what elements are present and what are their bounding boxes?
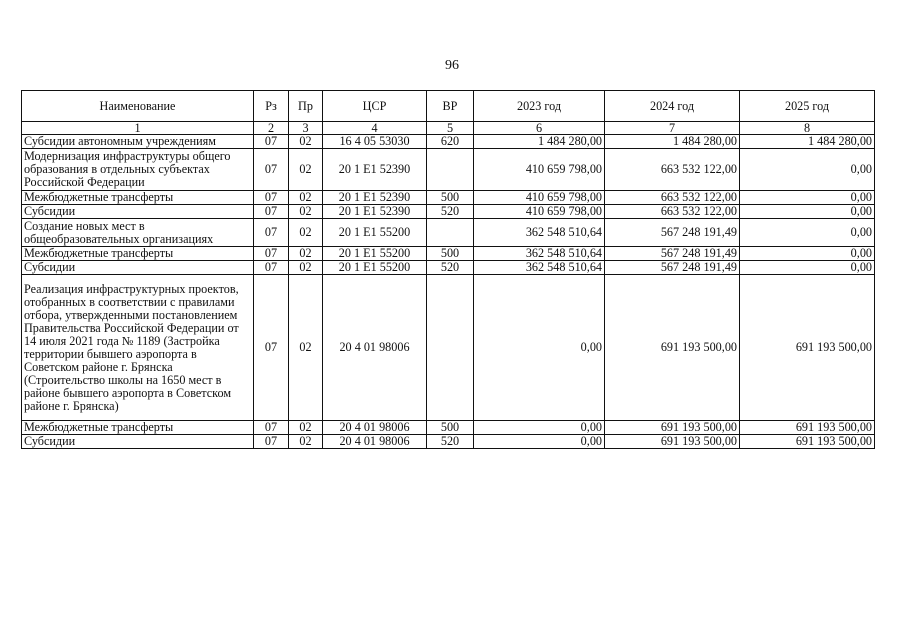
row-2024: 567 248 191,49	[605, 247, 740, 261]
row-name: Модернизация инфраструктуры общего образования в отдельных субъектах Российской Федерации	[22, 149, 254, 191]
col-number: 1	[22, 122, 254, 135]
col-header-rz: Рз	[254, 91, 289, 122]
col-header-vr: ВР	[427, 91, 474, 122]
row-pr: 02	[289, 247, 323, 261]
row-2024: 691 193 500,00	[605, 421, 740, 435]
row-csr: 20 1 E1 52390	[323, 205, 427, 219]
row-name: Межбюджетные трансферты	[22, 191, 254, 205]
row-name: Реализация инфраструктурных проектов, отобранных в соответствии с правилами отбора, утвержденными постановлением Правительства Российской Федерации от 14 июля 2021 года № 1189 (Застройка территории бывшего аэропорта в Советском районе г. Брянска (Строительство школы на 1650 мест в районе бывшего аэропорта в Советском районе г. Брянска)	[22, 275, 254, 421]
row-2025: 691 193 500,00	[740, 421, 875, 435]
row-2024: 567 248 191,49	[605, 219, 740, 247]
row-2025: 691 193 500,00	[740, 275, 875, 421]
table-header	[22, 91, 875, 135]
row-csr: 20 4 01 98006	[323, 275, 427, 421]
col-header-name: Наименование	[22, 91, 254, 122]
row-2025: 0,00	[740, 247, 875, 261]
row-pr: 02	[289, 219, 323, 247]
row-rz: 07	[254, 435, 289, 449]
row-csr: 20 1 E1 55200	[323, 219, 427, 247]
row-vr: 520	[427, 205, 474, 219]
row-vr: 620	[427, 135, 474, 149]
row-rz: 07	[254, 149, 289, 191]
row-2023: 0,00	[474, 275, 605, 421]
row-csr: 20 1 E1 52390	[323, 191, 427, 205]
row-2023: 410 659 798,00	[474, 191, 605, 205]
col-header-csr: ЦСР	[323, 91, 427, 122]
row-csr: 16 4 05 53030	[323, 135, 427, 149]
page-number: 96	[445, 58, 459, 73]
col-number: 2	[254, 122, 289, 135]
row-2023: 410 659 798,00	[474, 149, 605, 191]
col-header-2023: 2023 год	[474, 91, 605, 122]
table-row	[22, 149, 875, 191]
row-vr: 500	[427, 421, 474, 435]
col-number: 3	[289, 122, 323, 135]
row-csr: 20 4 01 98006	[323, 435, 427, 449]
row-name: Межбюджетные трансферты	[22, 421, 254, 435]
row-csr: 20 1 E1 55200	[323, 261, 427, 275]
row-vr: 500	[427, 191, 474, 205]
row-csr: 20 1 E1 55200	[323, 247, 427, 261]
row-name: Создание новых мест в общеобразовательных организациях	[22, 219, 254, 247]
col-header-pr: Пр	[289, 91, 323, 122]
row-pr: 02	[289, 435, 323, 449]
row-2024: 663 532 122,00	[605, 205, 740, 219]
row-pr: 02	[289, 261, 323, 275]
table-row	[22, 219, 875, 247]
row-2024: 1 484 280,00	[605, 135, 740, 149]
row-2024: 663 532 122,00	[605, 191, 740, 205]
table-row	[22, 421, 875, 435]
table-row	[22, 135, 875, 149]
row-2023: 0,00	[474, 421, 605, 435]
row-2024: 567 248 191,49	[605, 261, 740, 275]
col-header-2024: 2024 год	[605, 91, 740, 122]
row-rz: 07	[254, 247, 289, 261]
row-pr: 02	[289, 421, 323, 435]
row-2025: 0,00	[740, 149, 875, 191]
row-2023: 362 548 510,64	[474, 247, 605, 261]
row-2024: 663 532 122,00	[605, 149, 740, 191]
row-2024: 691 193 500,00	[605, 275, 740, 421]
row-vr: 500	[427, 247, 474, 261]
column-number-row	[22, 122, 875, 135]
row-2023: 362 548 510,64	[474, 219, 605, 247]
row-2025: 1 484 280,00	[740, 135, 875, 149]
row-rz: 07	[254, 135, 289, 149]
row-rz: 07	[254, 261, 289, 275]
row-csr: 20 4 01 98006	[323, 421, 427, 435]
row-2025: 0,00	[740, 261, 875, 275]
header-row	[22, 91, 875, 122]
row-2025: 691 193 500,00	[740, 435, 875, 449]
col-number: 5	[427, 122, 474, 135]
row-pr: 02	[289, 191, 323, 205]
row-pr: 02	[289, 205, 323, 219]
row-name: Субсидии автономным учреждениям	[22, 135, 254, 149]
col-header-2025: 2025 год	[740, 91, 875, 122]
table-body	[22, 135, 875, 449]
row-vr	[427, 219, 474, 247]
row-2023: 1 484 280,00	[474, 135, 605, 149]
row-2023: 410 659 798,00	[474, 205, 605, 219]
table-row	[22, 261, 875, 275]
row-name: Субсидии	[22, 205, 254, 219]
table-row	[22, 275, 875, 421]
row-name: Межбюджетные трансферты	[22, 247, 254, 261]
row-name: Субсидии	[22, 435, 254, 449]
row-2025: 0,00	[740, 205, 875, 219]
row-2024: 691 193 500,00	[605, 435, 740, 449]
row-2023: 0,00	[474, 435, 605, 449]
table-row	[22, 435, 875, 449]
row-2025: 0,00	[740, 191, 875, 205]
table-row	[22, 191, 875, 205]
table-row	[22, 205, 875, 219]
row-2023: 362 548 510,64	[474, 261, 605, 275]
row-rz: 07	[254, 191, 289, 205]
row-vr: 520	[427, 435, 474, 449]
row-vr	[427, 275, 474, 421]
row-rz: 07	[254, 219, 289, 247]
row-rz: 07	[254, 205, 289, 219]
row-rz: 07	[254, 275, 289, 421]
col-number: 6	[474, 122, 605, 135]
row-rz: 07	[254, 421, 289, 435]
budget-table	[21, 90, 875, 449]
col-number: 4	[323, 122, 427, 135]
row-csr: 20 1 E1 52390	[323, 149, 427, 191]
row-name: Субсидии	[22, 261, 254, 275]
col-number: 8	[740, 122, 875, 135]
table-row	[22, 247, 875, 261]
row-pr: 02	[289, 149, 323, 191]
row-pr: 02	[289, 275, 323, 421]
row-pr: 02	[289, 135, 323, 149]
row-vr	[427, 149, 474, 191]
row-vr: 520	[427, 261, 474, 275]
row-2025: 0,00	[740, 219, 875, 247]
col-number: 7	[605, 122, 740, 135]
